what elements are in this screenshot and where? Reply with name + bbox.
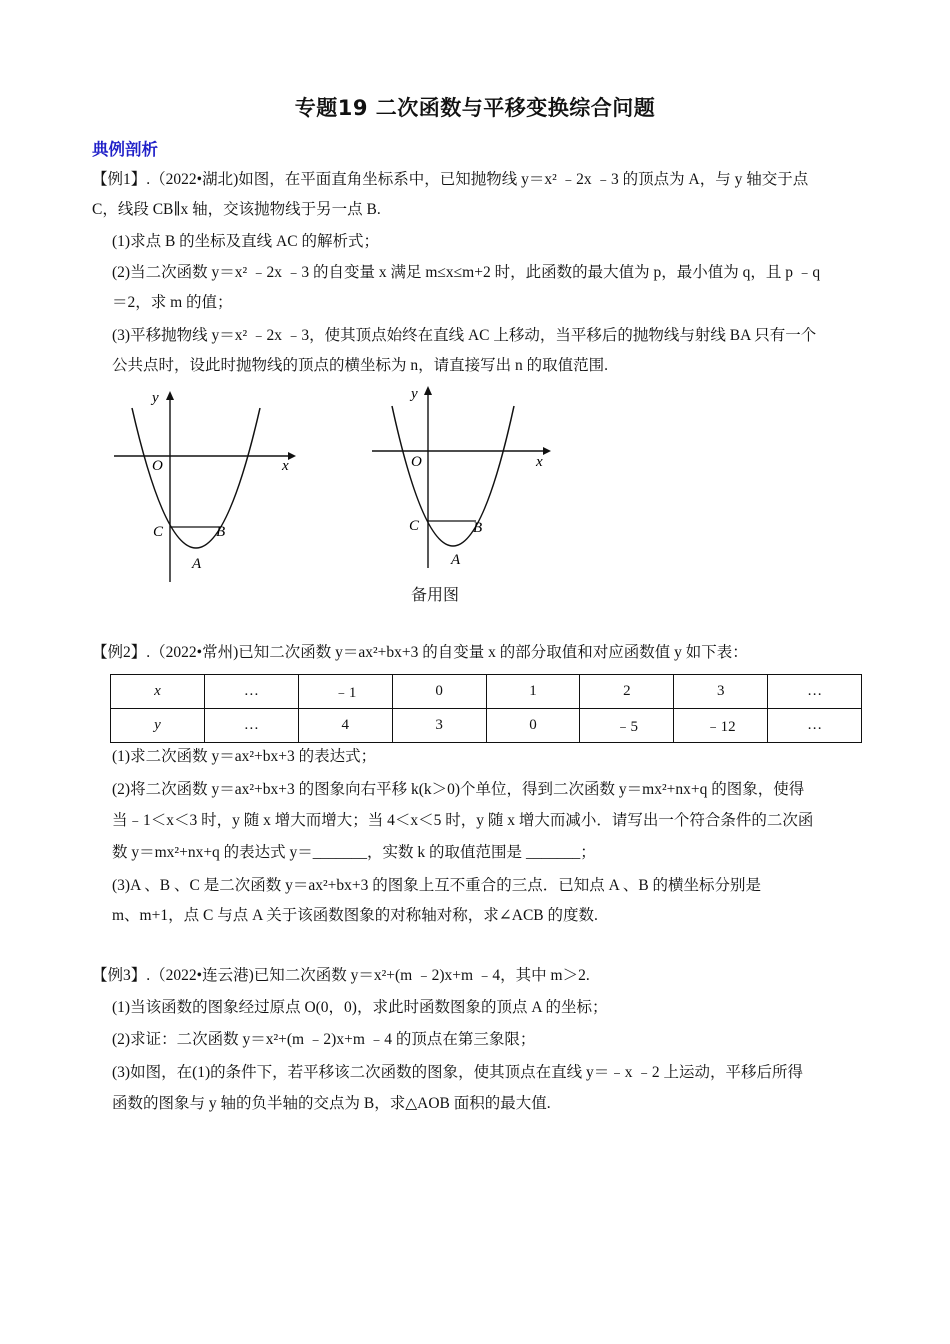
x-axis-arrow-icon	[288, 452, 296, 460]
table-cell: y	[111, 709, 205, 743]
table-cell: 3	[392, 709, 486, 743]
ex2-q3: (3)A 、B 、C 是二次函数 y＝ax²+bx+3 的图象上互不重合的三点．已知点 A 、B 的横坐标分别是	[112, 877, 762, 894]
ex2-q2: (2)将二次函数 y＝ax²+bx+3 的图象向右平移 k(k＞0)个单位，得到二次函数 y＝mx²+nx+q 的图象，使得	[112, 781, 805, 798]
label-c: C	[409, 518, 420, 534]
ex3-q3: (3)如图，在(1)的条件下，若平移该二次函数的图象，使其顶点在直线 y＝﹣x ﹣2 上运动，平移后所得	[112, 1064, 804, 1081]
ex1-label: 【例1】	[92, 171, 147, 188]
ex3-label: 【例3】	[92, 967, 147, 984]
table-row-y	[111, 709, 862, 743]
table-cell: 0	[486, 709, 580, 743]
ex2-q1: (1)求二次函数 y＝ax²+bx+3 的表达式；	[112, 748, 377, 765]
ex1-line-2: C，线段 CB∥x 轴，交该抛物线于另一点 B.	[92, 201, 381, 218]
ex1-q3: (3)平移抛物线 y＝x² ﹣2x ﹣3，使其顶点始终在直线 AC 上移动，当平移后的抛物线与射线 BA 只有一个	[112, 327, 817, 344]
ex2-q2-cont1: 当﹣1＜x＜3 时，y 随 x 增大而增大；当 4＜x＜5 时，y 随 x 增大而减小．请写出一个符合条件的二次函	[112, 812, 814, 829]
table-cell: …	[768, 709, 862, 743]
page-title: 专题19 二次函数与平移变换综合问题	[294, 96, 656, 120]
ex2-line-1	[92, 643, 748, 663]
ex2-q2-cont2: 数 y＝mx²+nx+q 的表达式 y＝_______，实数 k 的取值范围是 _______；	[112, 844, 596, 861]
table-cell: …	[204, 709, 298, 743]
table-cell: 4	[298, 709, 392, 743]
ex2-label: 【例2】	[92, 644, 147, 661]
table-cell: …	[204, 675, 298, 709]
figure-caption: 备用图	[411, 585, 460, 604]
value-table	[110, 674, 862, 743]
ex3-q3-cont: 函数的图象与 y 轴的负半轴的交点为 B，求△AOB 面积的最大值.	[112, 1095, 551, 1112]
y-axis-arrow-icon	[424, 386, 432, 395]
ex1-q3-cont: 公共点时，设此时抛物线的顶点的横坐标为 n，请直接写出 n 的取值范围.	[112, 357, 609, 374]
label-a: A	[192, 556, 202, 572]
label-x: x	[282, 458, 289, 474]
ex1-line-1	[92, 170, 808, 190]
label-a: A	[451, 552, 461, 568]
table-row-x	[111, 675, 862, 709]
ex2-line-1-text: .（2022•常州)已知二次函数 y＝ax²+bx+3 的自变量 x 的部分取值和对应函数值 y 如下表：	[146, 644, 748, 661]
table-cell: ﹣1	[298, 675, 392, 709]
section-heading: 典例剖析	[92, 140, 158, 159]
ex1-figure-main	[108, 386, 308, 586]
ex2-q3-cont: m、m+1，点 C 与点 A 关于该函数图象的对称轴对称，求∠ACB 的度数.	[112, 907, 598, 924]
label-x: x	[536, 454, 543, 470]
ex1-q2: (2)当二次函数 y＝x² ﹣2x ﹣3 的自变量 x 满足 m≤x≤m+2 时，此函数的最大值为 p，最小值为 q，且 p ﹣q	[112, 264, 821, 281]
ex3-line-1-text: .（2022•连云港)已知二次函数 y＝x²+(m ﹣2)x+m ﹣4，其中 m＞2.	[146, 967, 590, 984]
ex3-line-1	[92, 966, 590, 986]
ex1-q2-cont: ＝2，求 m 的值；	[112, 294, 233, 311]
y-axis-arrow-icon	[166, 391, 174, 400]
table-cell: 2	[580, 675, 674, 709]
label-y: y	[152, 390, 159, 406]
table-cell: …	[768, 675, 862, 709]
table-cell: x	[111, 675, 205, 709]
table-cell: 3	[674, 675, 768, 709]
table-cell: ﹣5	[580, 709, 674, 743]
ex1-figure-spare	[366, 378, 566, 578]
x-axis-arrow-icon	[543, 447, 551, 455]
ex3-q2: (2)求证：二次函数 y＝x²+(m ﹣2)x+m ﹣4 的顶点在第三象限；	[112, 1031, 536, 1048]
label-b: B	[473, 520, 483, 536]
label-o: O	[152, 458, 163, 474]
label-c: C	[153, 524, 164, 540]
ex1-q1: (1)求点 B 的坐标及直线 AC 的解析式；	[112, 233, 379, 250]
ex3-q1: (1)当该函数的图象经过原点 O(0，0)，求此时函数图象的顶点 A 的坐标；	[112, 999, 608, 1016]
table-cell: ﹣12	[674, 709, 768, 743]
table-cell: 0	[392, 675, 486, 709]
label-y: y	[411, 386, 418, 402]
label-o: O	[411, 454, 422, 470]
table-cell: 1	[486, 675, 580, 709]
label-b: B	[216, 524, 226, 540]
ex1-line-1-text: .（2022•湖北)如图，在平面直角坐标系中，已知抛物线 y＝x² ﹣2x ﹣3 的顶点为 A，与 y 轴交于点	[146, 171, 809, 188]
